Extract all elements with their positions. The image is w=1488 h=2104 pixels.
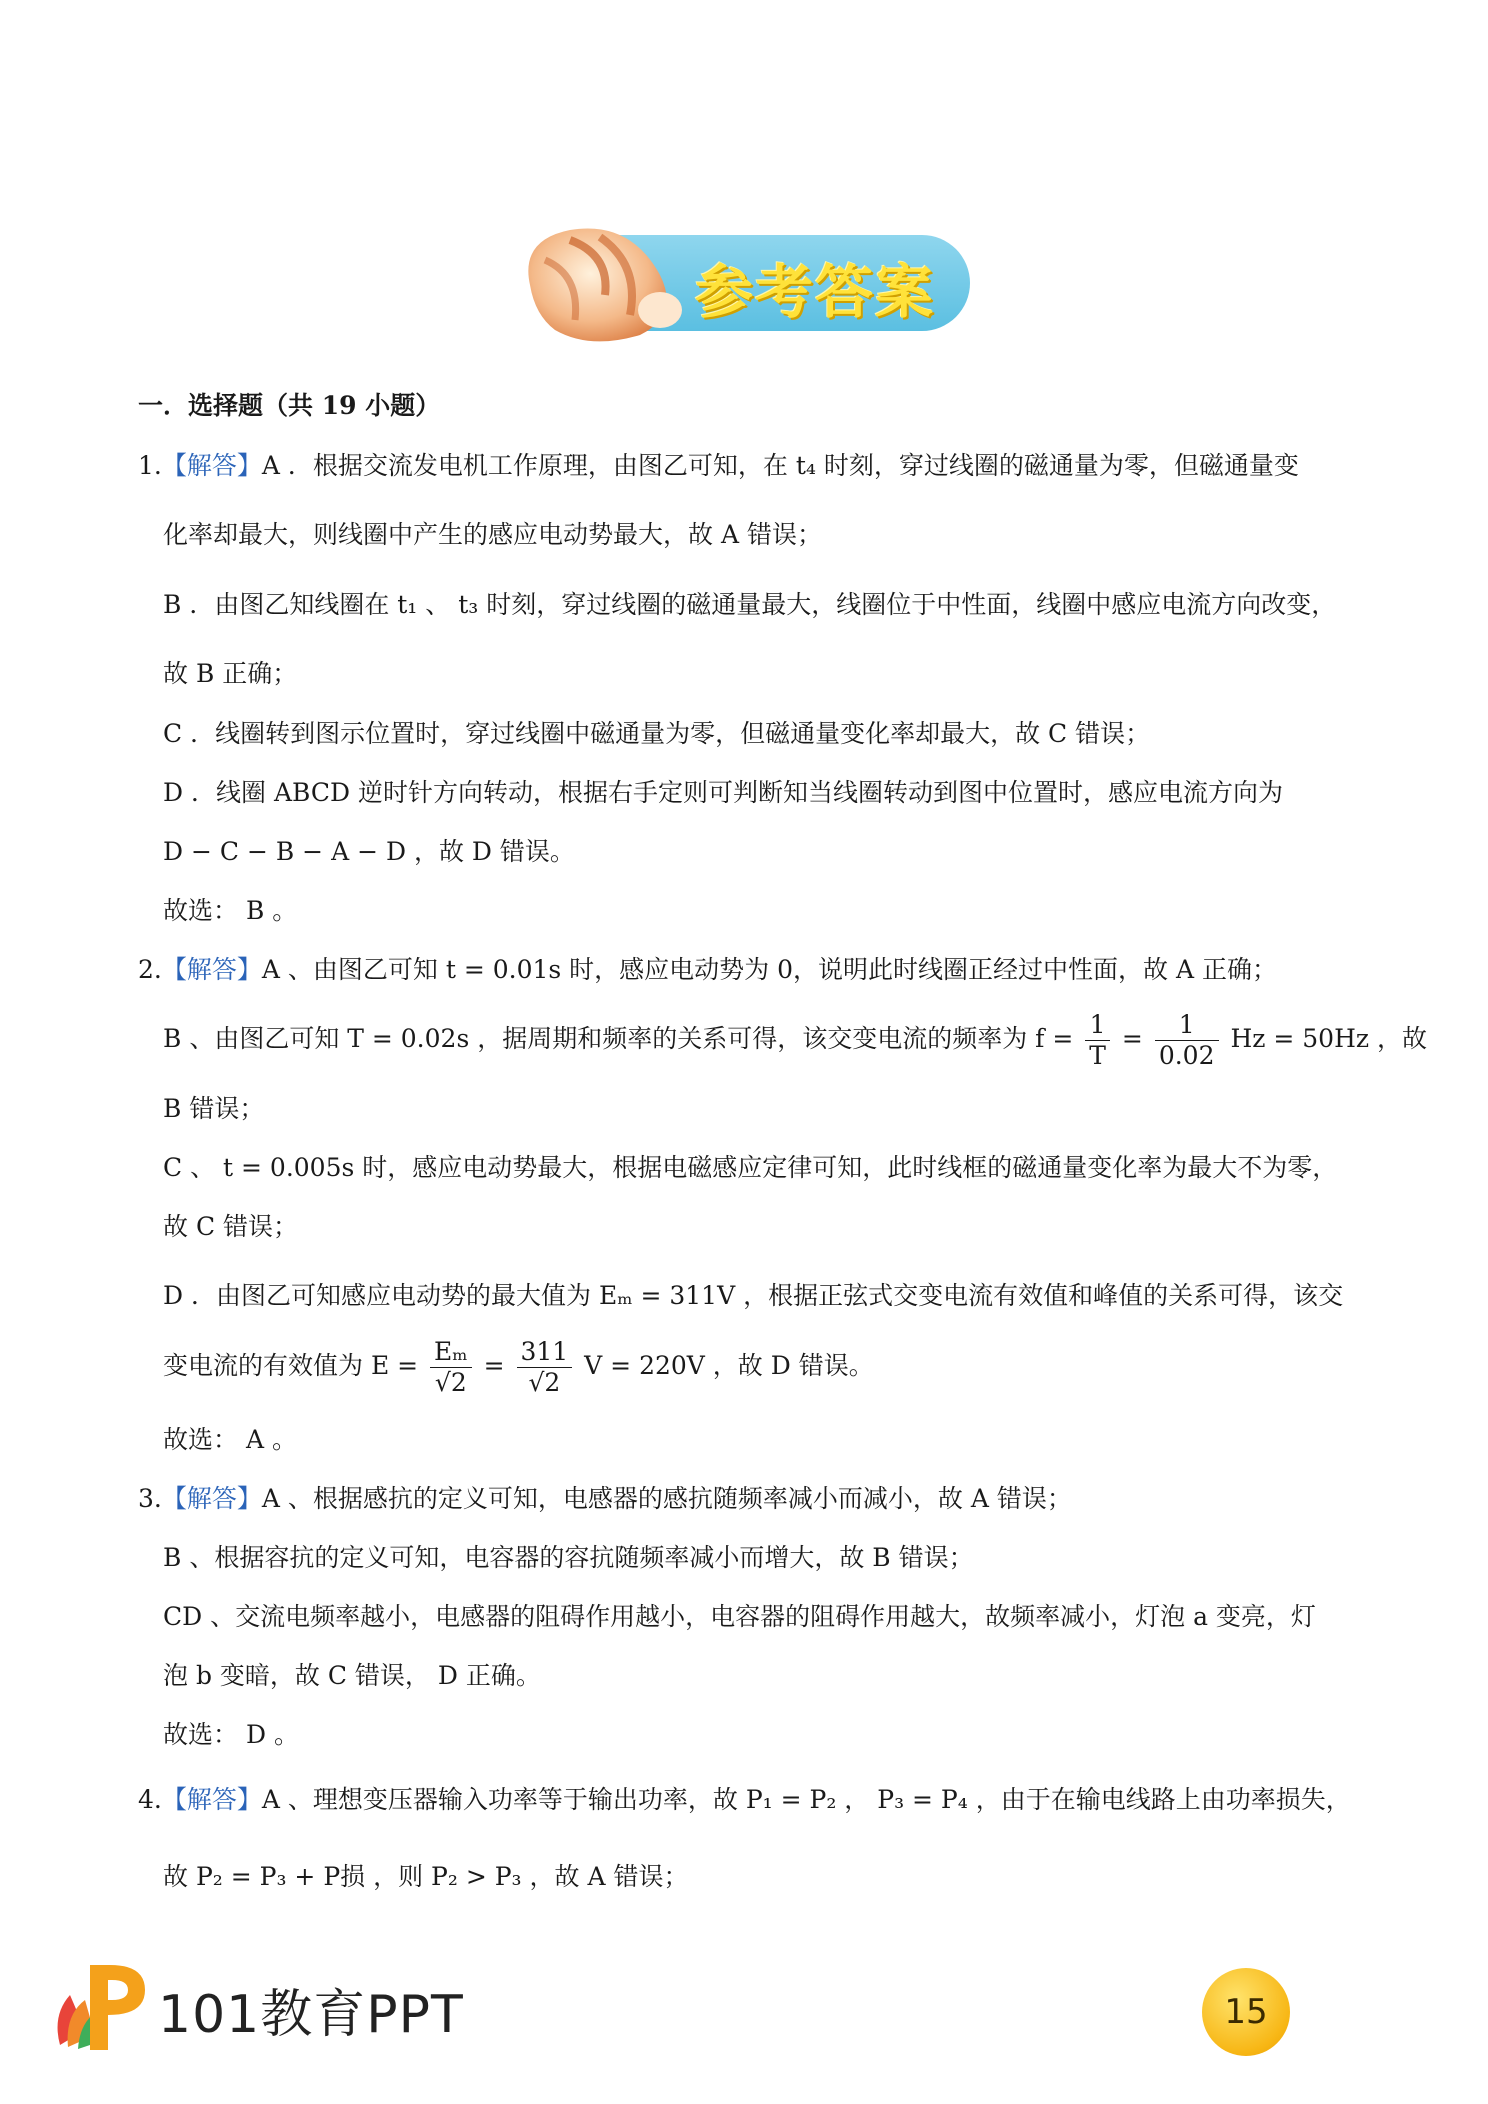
q3-line-2: B 、根据容抗的定义可知，电容器的容抗随频率减小而增大，故 B 错误； bbox=[163, 1543, 974, 1572]
q4-text-1: A 、理想变压器输入功率等于输出功率，故 P₁ = P₂ ， P₃ = P₄ ，由于在输电线路上由功率损失， bbox=[261, 1785, 1351, 1814]
equals-sign-2: = bbox=[483, 1351, 505, 1380]
banner-title: 参考答案 bbox=[695, 258, 936, 326]
q2-line-7 bbox=[163, 1333, 874, 1399]
q2-line-8: 故选： A 。 bbox=[163, 1425, 297, 1454]
q4-line-1 bbox=[138, 1783, 1351, 1817]
fraction-1-over-T: $\frac{1}{T}$ bbox=[1085, 1010, 1110, 1071]
answer-banner bbox=[510, 215, 980, 345]
q2-text-1: A 、由图乙可知 t = 0.01s 时，感应电动势为 0，说明此时线圈正经过中性面，故 A 正确； bbox=[261, 955, 1277, 984]
q2-line-4: C 、 t = 0.005s 时，感应电动势最大，根据电磁感应定律可知，此时线框的磁通量变化率为最大不为零， bbox=[163, 1153, 1338, 1182]
q4-answer-tag: 【解答】 bbox=[161, 1785, 262, 1814]
q2-line-3: B 错误； bbox=[163, 1094, 265, 1123]
q3-line-1 bbox=[138, 1482, 1072, 1516]
brand-logo-icon bbox=[50, 1955, 150, 2055]
q2-number: 2. bbox=[138, 955, 162, 984]
equals-sign: = bbox=[1121, 1024, 1143, 1053]
q2-answer-tag: 【解答】 bbox=[161, 955, 262, 984]
page-number-badge bbox=[1202, 1968, 1290, 2056]
q1-line-3: B ．由图乙知线圈在 t₁ 、 t₃ 时刻，穿过线圈的磁通量最大，线圈位于中性面，线圈中感应电流方向改变， bbox=[163, 590, 1337, 619]
q4-number: 4. bbox=[138, 1785, 162, 1814]
section-title: 一．选择题（共 19 小题） bbox=[138, 391, 441, 420]
q3-text-1: A 、根据感抗的定义可知，电感器的感抗随频率减小而减小，故 A 错误； bbox=[261, 1484, 1072, 1513]
q2-line-5: 故 C 错误； bbox=[163, 1212, 299, 1241]
q1-line-2: 化率却最大，则线圈中产生的感应电动势最大，故 A 错误； bbox=[163, 520, 822, 549]
q1-number: 1. bbox=[138, 451, 162, 480]
q3-number: 3. bbox=[138, 1484, 162, 1513]
q1-line-6: D ．线圈 ABCD 逆时针方向转动，根据右手定则可判断知当线圈转动到图中位置时，感应电流方向为 bbox=[163, 778, 1283, 807]
q2-text-7b: V = 220V ，故 D 错误。 bbox=[584, 1351, 874, 1380]
q1-line-1 bbox=[138, 449, 1299, 483]
q2-text-2b: Hz = 50Hz ，故 bbox=[1230, 1024, 1427, 1053]
q3-answer-tag: 【解答】 bbox=[161, 1484, 262, 1513]
footer-brand: 101教育PPT bbox=[158, 1985, 464, 2045]
q2-line-6: D ．由图乙可知感应电动势的最大值为 Eₘ = 311V ，根据正弦式交变电流有效值和峰值的关系可得，该交 bbox=[163, 1281, 1344, 1310]
q1-line-7: D − C − B − A − D ，故 D 错误。 bbox=[163, 837, 575, 866]
q1-line-5: C ．线圈转到图示位置时，穿过线圈中磁通量为零，但磁通量变化率却最大，故 C 错误； bbox=[163, 719, 1151, 748]
q1-answer-tag: 【解答】 bbox=[161, 451, 262, 480]
q2-text-2a: B 、由图乙可知 T = 0.02s ，据周期和频率的关系可得，该交变电流的频率为 f = bbox=[163, 1024, 1074, 1053]
fraction-Em-over-sqrt2: $\frac{\text{Eₘ}}{√2}$ bbox=[430, 1337, 472, 1398]
q1-text-1: A ．根据交流发电机工作原理，由图乙可知，在 t₄ 时刻，穿过线圈的磁通量为零，但磁通量变 bbox=[261, 451, 1299, 480]
q3-line-5: 故选： D 。 bbox=[163, 1720, 299, 1749]
q3-line-3: CD 、交流电频率越小，电感器的阻碍作用越小，电容器的阻碍作用越大，故频率减小，灯泡 a 变亮，灯 bbox=[163, 1602, 1316, 1631]
q3-line-4: 泡 b 变暗，故 C 错误， D 正确。 bbox=[163, 1661, 541, 1690]
q4-line-2: 故 P₂ = P₃ + P损 ，则 P₂ > P₃ ，故 A 错误； bbox=[163, 1862, 689, 1891]
fraction-1-over-0.02: $\frac{1}{0.02}$ bbox=[1155, 1010, 1219, 1071]
q2-text-7a: 变电流的有效值为 E = bbox=[163, 1351, 419, 1380]
q1-line-8: 故选： B 。 bbox=[163, 896, 298, 925]
page-number: 15 bbox=[1224, 1992, 1268, 2032]
q2-line-1 bbox=[138, 953, 1277, 987]
fraction-311-over-sqrt2: $\frac{311}{√2}$ bbox=[517, 1337, 573, 1398]
q1-line-4: 故 B 正确； bbox=[163, 659, 298, 688]
q2-line-2 bbox=[163, 1008, 1427, 1071]
seashell-icon bbox=[510, 215, 700, 345]
